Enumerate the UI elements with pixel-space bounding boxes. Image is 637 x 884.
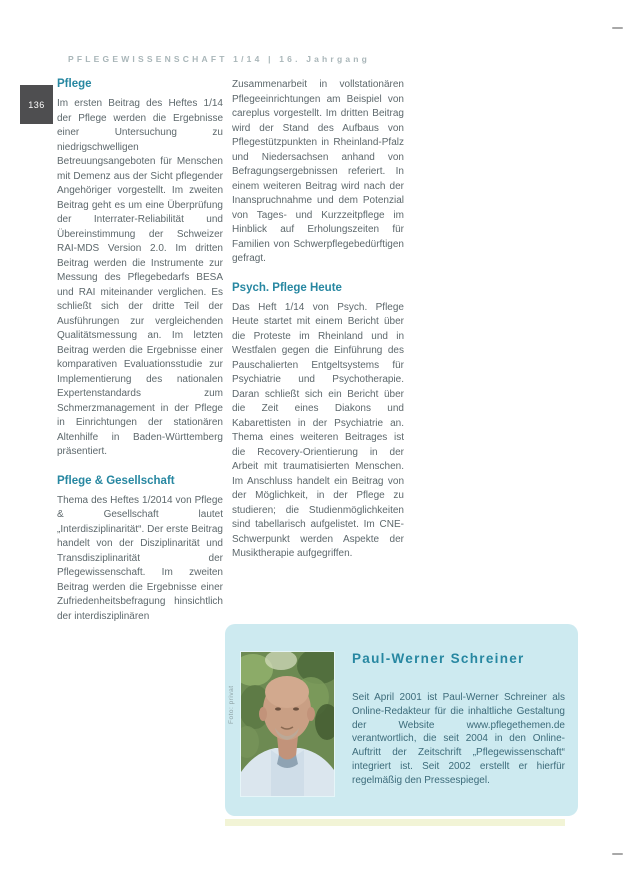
section-heading-psych-pflege-heute: Psych. Pflege Heute [232, 281, 342, 294]
crop-mark-bottom [612, 853, 623, 855]
right-column [232, 78, 404, 577]
photo-credit-vertical: Foto: privat [228, 685, 235, 724]
author-profile-box [225, 624, 578, 816]
section-text-pflege: Im ersten Beitrag des Heftes 1/14 der Pflege werden die Ergebnisse einer Untersuchung zu niedrigschwelligen Betreuungsangeboten für Menschen mit Demenz aus der Sicht pflegender Angehöriger vorgestellt. Im zweiten Beitrag geht es um eine Überprüfung der Interrater-Reliabilität und Übereinstimmung der Schweizer RAI-MDS Version 2.0. Im dritten Beitrag werden die Instrumente zur Messung des Pflegebedarfs BESA und RAI miteinander verglichen. Es schließt sich der dritte Teil der Ausführungen zur vergleichenden Qualitätsmessung an. Im letzten Beitrag werden die Ergebnisse einer komparativen Evaluationsstudie zur Implementierung des nationalen Expertenstandards zum Schmerzmanagement in der Pflege in Einrichtungen der stationären Altenhilfe in Baden-Württemberg präsentiert. [57, 98, 223, 457]
journal-header: PFLEGEWISSENSCHAFT 1/14 | 16. Jahrgang [68, 54, 371, 64]
section-heading-pflege-gesellschaft: Pflege & Gesellschaft [57, 474, 175, 487]
page-number-badge [20, 85, 53, 124]
profile-title: Paul-Werner Schreiner [352, 651, 525, 666]
page-edge-strip [225, 819, 565, 826]
crop-mark-top [612, 27, 623, 29]
portrait-photo [241, 652, 334, 796]
profile-text: Seit April 2001 ist Paul-Werner Schreiner als Online-Redakteur für die inhaltliche Gestaltung der Website www.pflegethemen.de verantwortlich, die seit 2004 in den Online-Auftritt der Zeitschrift „Pflegewissenschaft“ integriert ist. Seit 2002 erstellt er hierfür regelmäßig den Pressespiegel. [352, 692, 565, 786]
section-text-pflege-gesellschaft: Thema des Heftes 1/2014 von Pflege & Gesellschaft lautet „Interdisziplinarität“. Der erste Beitrag handelt von der Disziplinarität und Transdisziplinarität der Pflegewissenschaft. Im zweiten Beitrag werden die Ergebnisse einer Zufriedenheitsbefragung hinsichtlich der interdisziplinären [57, 494, 223, 622]
section-text-psych-pflege-heute: Das Heft 1/14 von Psych. Pflege Heute startet mit einem Bericht über die Proteste im Rheinland und in Westfalen gegen die Einführung des Pauschalierten Entgeltsystems für Psychiatrie und Psychotherapie. Daran schließt sich ein Bericht über die Zeit eines Diakons und Kabarettisten in der Psychiatrie an. Thema eines weiteren Beitrages ist die Recovery-Orientierung in der Arbeit mit traumatisierten Menschen. Im Anschluss handelt ein Beitrag von der Möglichkeit, in der Pflege zu studieren; die Studienmöglichkeiten sind tabellarisch aufgelistet. Im CNE-Schwerpunkt werden Aspekte der Musiktherapie aufgegriffen. [232, 301, 404, 559]
section-heading-pflege: Pflege [57, 78, 92, 90]
page-number: 136 [28, 99, 45, 110]
section-text-pflege-gesellschaft-continued: Zusammenarbeit in vollstationären Pflegeeinrichtungen am Beispiel von careplus vorgestellt. Im dritten Beitrag wird der Stand des Aufbaus von Pflegestützpunkten in Rheinland-Pfalz und Niedersachsen anhand von Befragungsergebnissen referiert. In einem weiteren Beitrag wird nach der Inanspruchnahme und dem Potenzial von Tages- und Kurzzeitpflege im Hinblick auf Erholungszeiten für Familien von Schwerpflegebedürftigen gefragt. [232, 79, 404, 264]
left-column [57, 78, 223, 639]
